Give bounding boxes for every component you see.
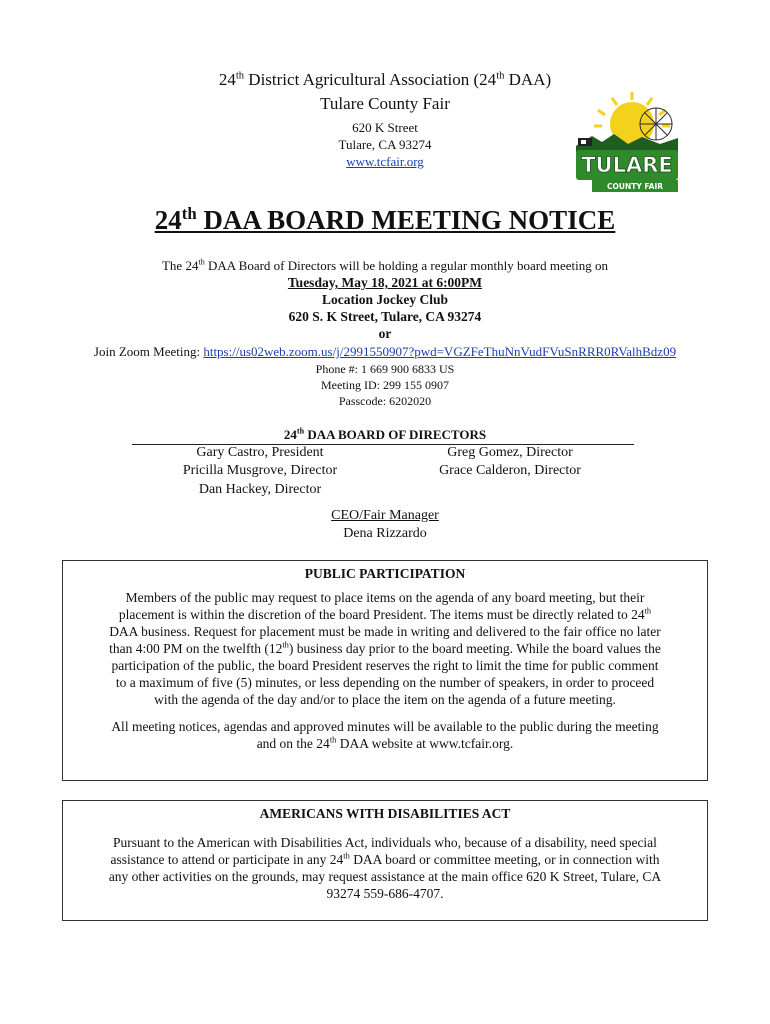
public-line: Members of the public may request to place items on the agenda of any board meeting, but their (125, 590, 645, 605)
meeting-id: Meeting ID: 299 155 0907 (321, 378, 449, 392)
phone-number: Phone #: 1 669 900 6833 US (315, 362, 455, 376)
tulare-county-fair-logo (572, 90, 682, 196)
ceo-title: CEO/Fair Manager (331, 508, 439, 523)
street-address: 620 K Street (352, 120, 418, 135)
zoom-link[interactable]: https://us02web.zoom.us/j/2991550907?pwd=VGZFeThuNnVudFVuSnRRR0RValhBdz09 (203, 344, 677, 359)
public-line: than 4:00 PM on the twelfth (12th) business day prior to the board meeting. While the board values the (109, 640, 661, 656)
meeting-date: Tuesday, May 18, 2021 at 6:00PM (287, 275, 483, 290)
director-grace-calderon: Grace Calderon, Director (439, 463, 581, 478)
public-line: placement is within the discretion of the board President. The items must be directly related to 24th (118, 606, 652, 622)
logo-text-bottom: COUNTY FAIR (606, 182, 664, 191)
director-gary-castro: Gary Castro, President (196, 445, 324, 460)
ceo-name: Dena Rizzardo (343, 526, 427, 541)
director-pricilla-musgrove: Pricilla Musgrove, Director (182, 463, 338, 478)
page-title: 24th DAA BOARD MEETING NOTICE (154, 204, 616, 235)
ada-line: any other activities on the grounds, may request assistance at the main office 620 K Street, Tulare, CA (108, 869, 662, 884)
public-line: participation of the public, the board President reserves the right to limit the time for public comment (111, 658, 659, 673)
logo-text-top: TULARE (581, 153, 673, 177)
director-dan-hackey: Dan Hackey, Director (198, 482, 322, 497)
or-separator: or (378, 326, 392, 341)
org-name: 24th District Agricultural Association (24th DAA) (218, 70, 552, 89)
public-line: to a maximum of five (5) minutes, or less depending on the number of speakers, in order to proceed (115, 675, 655, 690)
public-line: DAA business. Request for placement must be made in writing and delivered to the fair office no later (109, 624, 661, 639)
meeting-address: 620 S. K Street, Tulare, CA 93274 (288, 309, 482, 324)
public-line: with the agenda of the day and/or to place the item on the agenda of a future meeting. (154, 692, 616, 707)
passcode: Passcode: 6202020 (338, 394, 432, 408)
meeting-intro: The 24th DAA Board of Directors will be holding a regular monthly board meeting on (161, 257, 608, 273)
ferris-wheel-icon (640, 108, 672, 140)
public-line: All meeting notices, agendas and approved minutes will be available to the public during the meeting (111, 719, 659, 734)
fair-name: Tulare County Fair (320, 94, 450, 113)
ada-box (62, 800, 708, 921)
zoom-line (0, 344, 770, 360)
cow-icon (578, 138, 592, 146)
sun-icon (594, 92, 670, 146)
public-line: and on the 24th DAA website at www.tcfair.org. (256, 735, 514, 751)
zoom-label: Join Zoom Meeting: (93, 344, 204, 359)
ada-line: assistance to attend or participate in any 24th DAA board or committee meeting, or in connection with (110, 851, 660, 867)
public-participation-box (62, 560, 708, 781)
city-address: Tulare, CA 93274 (338, 137, 432, 152)
website-link[interactable]: www.tcfair.org (346, 154, 424, 169)
meeting-location: Location Jockey Club (321, 292, 448, 307)
director-greg-gomez: Greg Gomez, Director (447, 445, 573, 460)
board-heading: 24th DAA BOARD OF DIRECTORS (283, 426, 487, 442)
ada-title: AMERICANS WITH DISABILITIES ACT (259, 806, 511, 821)
ada-line: 93274 559-686-4707. (326, 886, 444, 901)
ada-line: Pursuant to the American with Disabilities Act, individuals who, because of a disability, need special (113, 835, 657, 850)
public-participation-title: PUBLIC PARTICIPATION (304, 566, 466, 581)
